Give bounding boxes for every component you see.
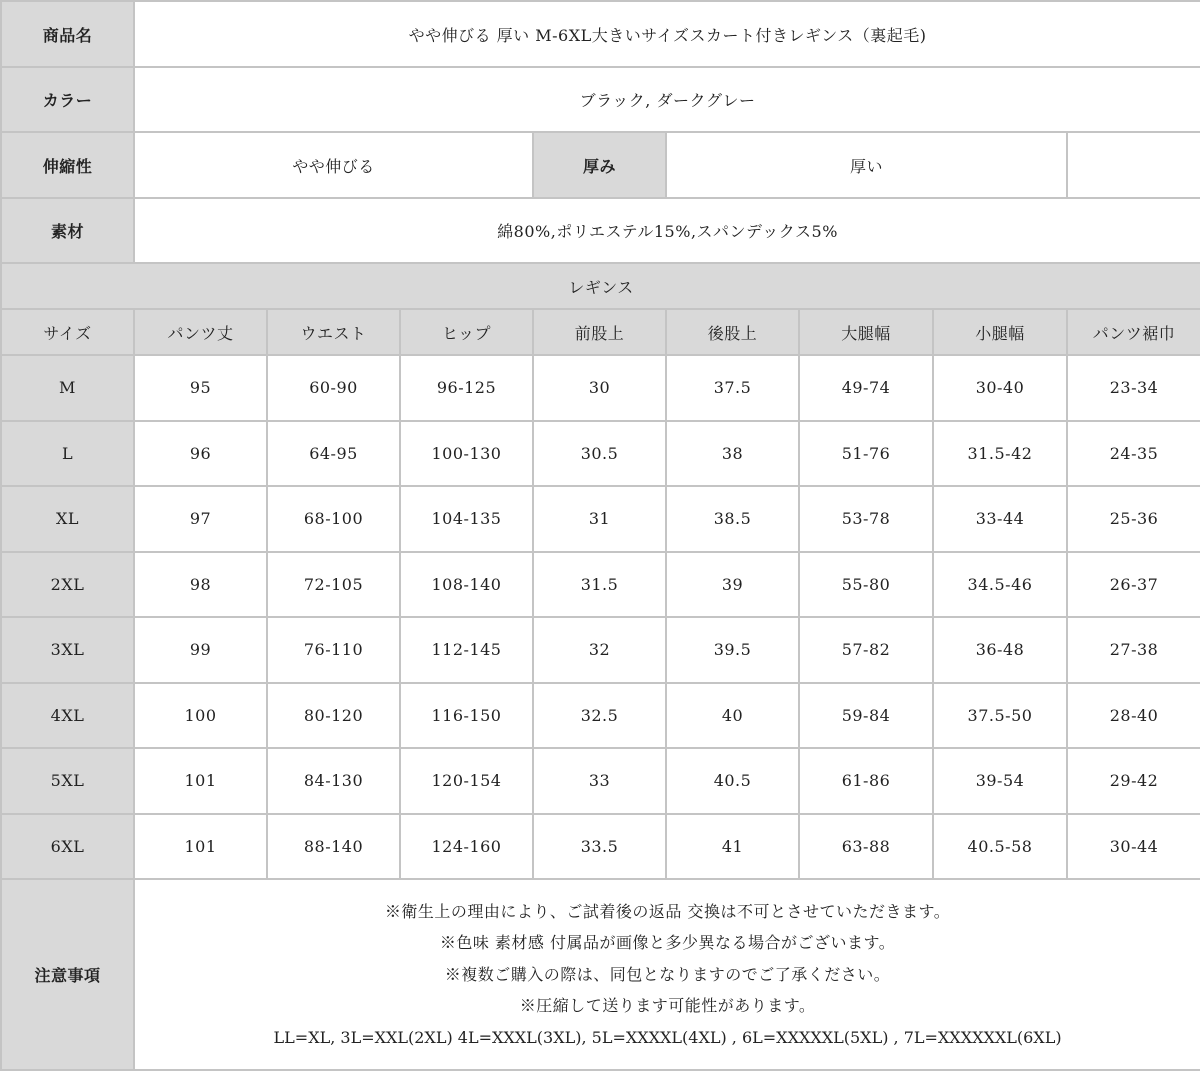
- column-header: サイズ: [1, 309, 134, 355]
- size-value: 25-36: [1067, 486, 1200, 552]
- stretch-label: 伸縮性: [1, 132, 134, 198]
- size-value: 112-145: [400, 617, 533, 683]
- size-value: 37.5-50: [933, 683, 1067, 749]
- size-header-row: [1, 309, 1200, 355]
- size-label: 5XL: [1, 748, 134, 814]
- size-value: 30-44: [1067, 814, 1200, 880]
- column-header: 後股上: [666, 309, 799, 355]
- size-value: 36-48: [933, 617, 1067, 683]
- column-header: パンツ丈: [134, 309, 267, 355]
- size-value: 100-130: [400, 421, 533, 487]
- size-row: [1, 617, 1200, 683]
- size-value: 101: [134, 814, 267, 880]
- size-value: 101: [134, 748, 267, 814]
- note-line: ※色味 素材感 付属品が画像と多少異なる場合がございます。: [439, 933, 896, 953]
- size-value: 27-38: [1067, 617, 1200, 683]
- size-value: 40.5: [666, 748, 799, 814]
- size-value: 28-40: [1067, 683, 1200, 749]
- size-value: 30: [533, 355, 666, 421]
- size-value: 38.5: [666, 486, 799, 552]
- size-row: [1, 552, 1200, 618]
- size-value: 30-40: [933, 355, 1067, 421]
- product-name-row: [1, 1, 1200, 67]
- size-value: 97: [134, 486, 267, 552]
- size-value: 23-34: [1067, 355, 1200, 421]
- size-value: 39-54: [933, 748, 1067, 814]
- size-value: 32.5: [533, 683, 666, 749]
- size-value: 51-76: [799, 421, 933, 487]
- thickness-value: 厚い: [666, 132, 1067, 198]
- column-header: パンツ裾巾: [1067, 309, 1200, 355]
- column-header: 小腿幅: [933, 309, 1067, 355]
- size-value: 116-150: [400, 683, 533, 749]
- size-value: 24-35: [1067, 421, 1200, 487]
- color-row: [1, 67, 1200, 132]
- size-value: 59-84: [799, 683, 933, 749]
- size-value: 37.5: [666, 355, 799, 421]
- product-name-label: 商品名: [1, 1, 134, 67]
- size-value: 41: [666, 814, 799, 880]
- column-header: ウエスト: [267, 309, 400, 355]
- size-value: 38: [666, 421, 799, 487]
- size-value: 124-160: [400, 814, 533, 880]
- size-value: 98: [134, 552, 267, 618]
- size-row: [1, 421, 1200, 487]
- size-label: M: [1, 355, 134, 421]
- size-value: 32: [533, 617, 666, 683]
- size-value: 31: [533, 486, 666, 552]
- size-value: 55-80: [799, 552, 933, 618]
- size-value: 76-110: [267, 617, 400, 683]
- note-line: ※圧縮して送ります可能性があります。: [519, 996, 816, 1016]
- size-value: 29-42: [1067, 748, 1200, 814]
- section-title: レギンス: [1, 263, 1200, 309]
- size-label: 2XL: [1, 552, 134, 618]
- empty-cell: [1067, 132, 1200, 198]
- size-value: 72-105: [267, 552, 400, 618]
- note-line: ※複数ご購入の際は、同包となりますのでご了承ください。: [444, 964, 891, 984]
- size-label: L: [1, 421, 134, 487]
- size-row: [1, 814, 1200, 880]
- size-label: 3XL: [1, 617, 134, 683]
- size-value: 108-140: [400, 552, 533, 618]
- size-value: 64-95: [267, 421, 400, 487]
- size-row: [1, 355, 1200, 421]
- notes-body: [134, 879, 1200, 1070]
- color-value: ブラック, ダークグレー: [134, 67, 1200, 132]
- size-label: 6XL: [1, 814, 134, 880]
- size-value: 57-82: [799, 617, 933, 683]
- size-value: 60-90: [267, 355, 400, 421]
- size-value: 84-130: [267, 748, 400, 814]
- size-value: 88-140: [267, 814, 400, 880]
- size-value: 31.5: [533, 552, 666, 618]
- size-value: 68-100: [267, 486, 400, 552]
- size-value: 34.5-46: [933, 552, 1067, 618]
- size-value: 99: [134, 617, 267, 683]
- size-value: 31.5-42: [933, 421, 1067, 487]
- size-value: 30.5: [533, 421, 666, 487]
- column-header: 前股上: [533, 309, 666, 355]
- section-title-row: [1, 263, 1200, 309]
- size-row: [1, 683, 1200, 749]
- size-value: 39: [666, 552, 799, 618]
- size-row: [1, 748, 1200, 814]
- size-value: 49-74: [799, 355, 933, 421]
- size-value: 96-125: [400, 355, 533, 421]
- size-value: 33.5: [533, 814, 666, 880]
- material-row: [1, 198, 1200, 263]
- column-header: 大腿幅: [799, 309, 933, 355]
- column-header: ヒップ: [400, 309, 533, 355]
- product-name-value: やや伸びる 厚い M-6XL大きいサイズスカート付きレギンス（裏起毛): [134, 1, 1200, 67]
- color-label: カラー: [1, 67, 134, 132]
- stretch-row: [1, 132, 1200, 198]
- size-value: 120-154: [400, 748, 533, 814]
- thickness-label: 厚み: [533, 132, 666, 198]
- notes-row: [1, 879, 1200, 1070]
- size-value: 95: [134, 355, 267, 421]
- size-value: 33: [533, 748, 666, 814]
- size-value: 63-88: [799, 814, 933, 880]
- size-value: 26-37: [1067, 552, 1200, 618]
- note-line: ※衛生上の理由により、ご試着後の返品 交換は不可とさせていただきます。: [384, 901, 951, 921]
- size-label: XL: [1, 486, 134, 552]
- notes-label: 注意事項: [1, 879, 134, 1070]
- size-value: 39.5: [666, 617, 799, 683]
- size-value: 40: [666, 683, 799, 749]
- size-value: 100: [134, 683, 267, 749]
- note-line: LL=XL, 3L=XXL(2XL) 4L=XXXL(3XL), 5L=XXXXL(4XL) , 6L=XXXXXL(5XL) , 7L=XXXXXXL(6XL): [273, 1027, 1062, 1047]
- size-value: 33-44: [933, 486, 1067, 552]
- material-label: 素材: [1, 198, 134, 263]
- size-row: [1, 486, 1200, 552]
- size-value: 53-78: [799, 486, 933, 552]
- size-label: 4XL: [1, 683, 134, 749]
- size-value: 80-120: [267, 683, 400, 749]
- size-value: 40.5-58: [933, 814, 1067, 880]
- material-value: 綿80%,ポリエステル15%,スパンデックス5%: [134, 198, 1200, 263]
- stretch-value: やや伸びる: [134, 132, 533, 198]
- size-value: 96: [134, 421, 267, 487]
- size-value: 104-135: [400, 486, 533, 552]
- size-value: 61-86: [799, 748, 933, 814]
